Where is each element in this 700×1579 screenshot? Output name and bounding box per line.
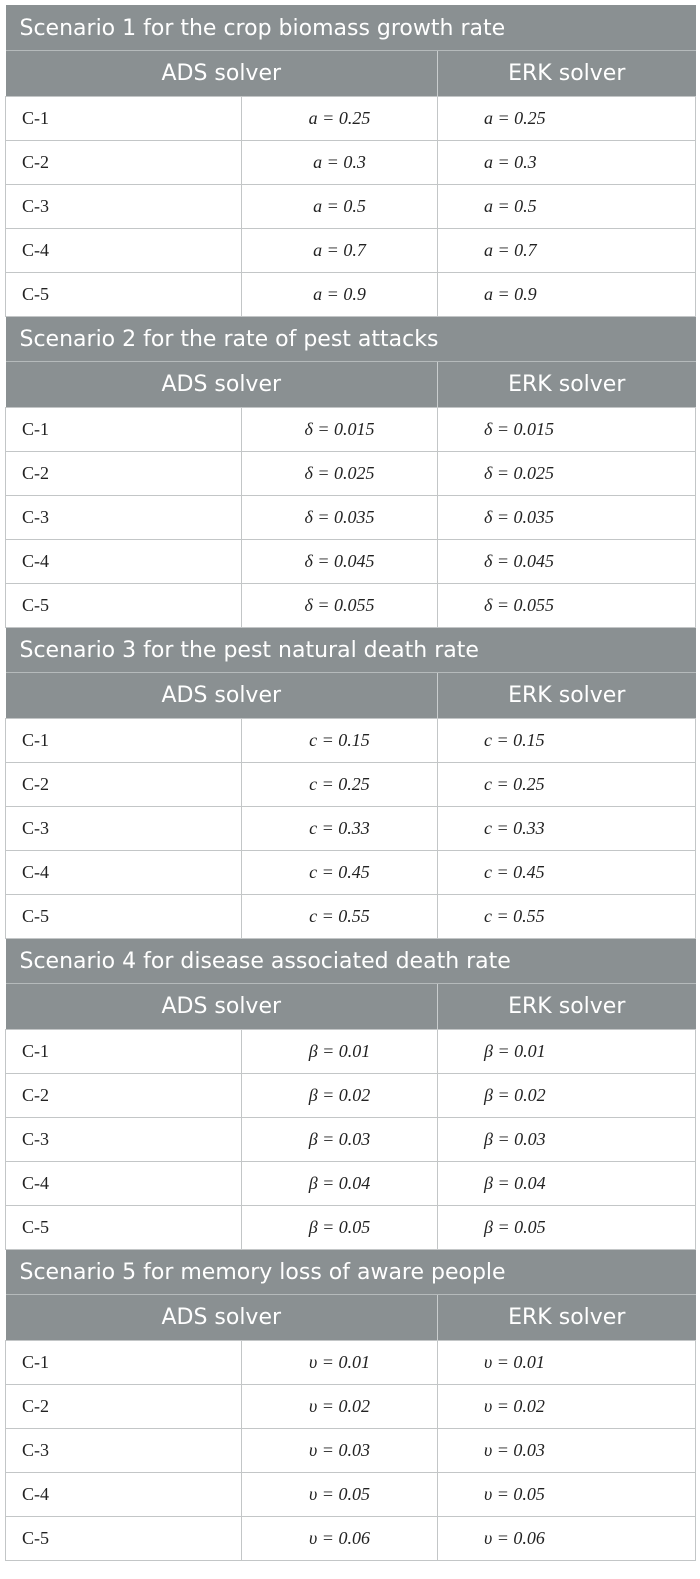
ads-value: a = 0.7 <box>242 229 438 273</box>
erk-value: c = 0.33 <box>438 807 696 851</box>
ads-value: a = 0.3 <box>242 141 438 185</box>
scenario-title-row <box>6 1250 696 1295</box>
scenario-title-row <box>6 939 696 984</box>
case-label: C-2 <box>6 141 242 185</box>
scenario-title: Scenario 5 for memory loss of aware people <box>6 1250 696 1295</box>
ads-value: δ = 0.015 <box>242 408 438 452</box>
column-header-row <box>6 673 696 719</box>
ads-value: β = 0.03 <box>242 1118 438 1162</box>
ads-value: δ = 0.055 <box>242 584 438 628</box>
table-row <box>6 763 696 807</box>
case-label: C-5 <box>6 1206 242 1250</box>
ads-solver-header: ADS solver <box>6 1295 438 1341</box>
ads-value: a = 0.9 <box>242 273 438 317</box>
case-label: C-3 <box>6 496 242 540</box>
erk-value: a = 0.7 <box>438 229 696 273</box>
ads-solver-header: ADS solver <box>6 362 438 408</box>
erk-value: β = 0.02 <box>438 1074 696 1118</box>
table-row <box>6 1385 696 1429</box>
case-label: C-4 <box>6 1473 242 1517</box>
erk-value: υ = 0.05 <box>438 1473 696 1517</box>
ads-value: a = 0.25 <box>242 97 438 141</box>
erk-value: β = 0.05 <box>438 1206 696 1250</box>
ads-solver-header: ADS solver <box>6 673 438 719</box>
case-label: C-2 <box>6 1385 242 1429</box>
table-row <box>6 807 696 851</box>
table-row <box>6 1030 696 1074</box>
column-header-row <box>6 51 696 97</box>
case-label: C-1 <box>6 1341 242 1385</box>
erk-value: δ = 0.055 <box>438 584 696 628</box>
scenario-title: Scenario 2 for the rate of pest attacks <box>6 317 696 362</box>
erk-value: δ = 0.015 <box>438 408 696 452</box>
erk-value: c = 0.15 <box>438 719 696 763</box>
erk-value: c = 0.25 <box>438 763 696 807</box>
table-row <box>6 895 696 939</box>
ads-solver-header: ADS solver <box>6 984 438 1030</box>
case-label: C-3 <box>6 1429 242 1473</box>
ads-value: υ = 0.02 <box>242 1385 438 1429</box>
ads-value: δ = 0.025 <box>242 452 438 496</box>
ads-value: δ = 0.035 <box>242 496 438 540</box>
scenario-title: Scenario 3 for the pest natural death rate <box>6 628 696 673</box>
table-row <box>6 1118 696 1162</box>
table-row <box>6 97 696 141</box>
ads-value: υ = 0.03 <box>242 1429 438 1473</box>
table-row <box>6 273 696 317</box>
ads-solver-header: ADS solver <box>6 51 438 97</box>
table-row <box>6 408 696 452</box>
case-label: C-2 <box>6 452 242 496</box>
case-label: C-4 <box>6 229 242 273</box>
table-row <box>6 1162 696 1206</box>
case-label: C-5 <box>6 584 242 628</box>
ads-value: β = 0.02 <box>242 1074 438 1118</box>
column-header-row <box>6 362 696 408</box>
ads-value: c = 0.45 <box>242 851 438 895</box>
erk-value: a = 0.9 <box>438 273 696 317</box>
erk-value: δ = 0.035 <box>438 496 696 540</box>
case-label: C-3 <box>6 185 242 229</box>
ads-value: β = 0.04 <box>242 1162 438 1206</box>
erk-value: c = 0.55 <box>438 895 696 939</box>
case-label: C-1 <box>6 1030 242 1074</box>
ads-value: β = 0.05 <box>242 1206 438 1250</box>
table-row <box>6 229 696 273</box>
scenario-table <box>5 5 696 1561</box>
table-row <box>6 496 696 540</box>
column-header-row <box>6 1295 696 1341</box>
case-label: C-2 <box>6 763 242 807</box>
erk-value: β = 0.03 <box>438 1118 696 1162</box>
case-label: C-5 <box>6 273 242 317</box>
table-row <box>6 452 696 496</box>
ads-value: δ = 0.045 <box>242 540 438 584</box>
erk-solver-header: ERK solver <box>438 984 696 1030</box>
ads-value: c = 0.25 <box>242 763 438 807</box>
scenario-title-row <box>6 317 696 362</box>
case-label: C-4 <box>6 851 242 895</box>
erk-solver-header: ERK solver <box>438 1295 696 1341</box>
case-label: C-5 <box>6 895 242 939</box>
table-row <box>6 540 696 584</box>
table-row <box>6 1341 696 1385</box>
scenario-title-row <box>6 6 696 51</box>
erk-value: a = 0.5 <box>438 185 696 229</box>
table-row <box>6 719 696 763</box>
table-row <box>6 1517 696 1561</box>
case-label: C-5 <box>6 1517 242 1561</box>
table-row <box>6 584 696 628</box>
ads-value: υ = 0.06 <box>242 1517 438 1561</box>
ads-value: β = 0.01 <box>242 1030 438 1074</box>
table-row <box>6 141 696 185</box>
erk-value: υ = 0.06 <box>438 1517 696 1561</box>
erk-value: δ = 0.025 <box>438 452 696 496</box>
ads-value: a = 0.5 <box>242 185 438 229</box>
ads-value: υ = 0.01 <box>242 1341 438 1385</box>
case-label: C-1 <box>6 408 242 452</box>
erk-solver-header: ERK solver <box>438 51 696 97</box>
table-row <box>6 1074 696 1118</box>
erk-value: a = 0.3 <box>438 141 696 185</box>
scenario-title-row <box>6 628 696 673</box>
table-row <box>6 1473 696 1517</box>
erk-value: a = 0.25 <box>438 97 696 141</box>
scenario-title: Scenario 4 for disease associated death rate <box>6 939 696 984</box>
table-row <box>6 1429 696 1473</box>
erk-value: β = 0.01 <box>438 1030 696 1074</box>
case-label: C-3 <box>6 807 242 851</box>
scenario-table-body <box>6 6 696 1561</box>
case-label: C-4 <box>6 540 242 584</box>
erk-value: β = 0.04 <box>438 1162 696 1206</box>
scenario-title: Scenario 1 for the crop biomass growth rate <box>6 6 696 51</box>
table-row <box>6 1206 696 1250</box>
erk-solver-header: ERK solver <box>438 362 696 408</box>
ads-value: c = 0.15 <box>242 719 438 763</box>
erk-value: δ = 0.045 <box>438 540 696 584</box>
erk-value: υ = 0.01 <box>438 1341 696 1385</box>
ads-value: c = 0.33 <box>242 807 438 851</box>
table-row <box>6 185 696 229</box>
erk-value: υ = 0.03 <box>438 1429 696 1473</box>
erk-value: c = 0.45 <box>438 851 696 895</box>
case-label: C-1 <box>6 97 242 141</box>
erk-solver-header: ERK solver <box>438 673 696 719</box>
case-label: C-1 <box>6 719 242 763</box>
case-label: C-2 <box>6 1074 242 1118</box>
table-row <box>6 851 696 895</box>
ads-value: c = 0.55 <box>242 895 438 939</box>
erk-value: υ = 0.02 <box>438 1385 696 1429</box>
case-label: C-4 <box>6 1162 242 1206</box>
column-header-row <box>6 984 696 1030</box>
ads-value: υ = 0.05 <box>242 1473 438 1517</box>
case-label: C-3 <box>6 1118 242 1162</box>
